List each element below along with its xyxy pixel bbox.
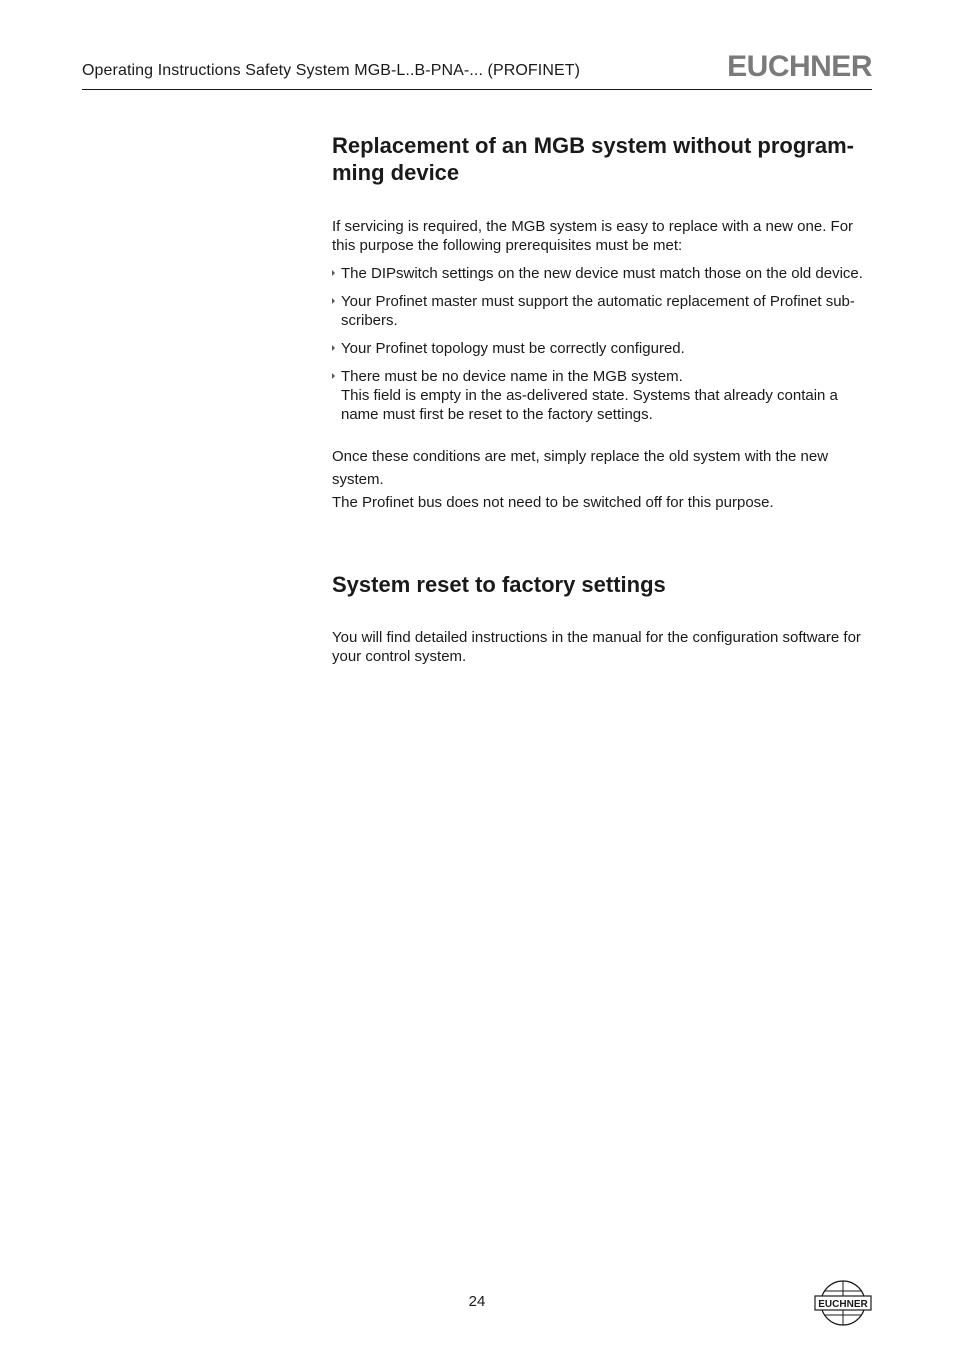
bullet-arrow-icon [332, 298, 335, 304]
list-item [332, 367, 873, 424]
list-item-text: Your Profinet topology must be correctly configured. [341, 340, 685, 357]
document-title: Operating Instructions Safety System MGB-L..B-PNA-... (PROFINET) [82, 62, 581, 79]
bullet-arrow-icon [332, 345, 335, 351]
main-content [332, 132, 873, 666]
list-item-text: Your Profinet master must support the automatic replacement of Profinet sub- [341, 293, 855, 310]
bullet-arrow-icon [332, 373, 335, 379]
intro-paragraph: If servicing is required, the MGB system is easy to replace with a new one. For this purpose the following prerequisites must be met: [332, 218, 854, 254]
list-item-text: There must be no device name in the MGB system. [341, 368, 683, 385]
bullet-arrow-icon [332, 270, 335, 276]
reset-paragraph: You will find detailed instructions in the manual for the configuration software for your control system. [332, 629, 861, 665]
list-item-text: name must first be reset to the factory settings. [341, 406, 653, 423]
seal-text: EUCHNER [818, 1299, 868, 1310]
page-number: 24 [468, 1293, 486, 1310]
list-item-text: The DIPswitch settings on the new device must match those on the old device. [341, 265, 863, 282]
paragraph-line: The Profinet bus does not need to be switched off for this purpose. [332, 494, 774, 511]
euchner-seal-icon [814, 1279, 872, 1327]
list-item [332, 292, 873, 330]
list-item-text: This field is empty in the as-delivered state. Systems that already contain a [341, 387, 838, 404]
heading-line: Replacement of an MGB system without program- [332, 133, 854, 158]
list-item-text: scribers. [341, 312, 398, 329]
section-heading-replacement [332, 132, 873, 186]
heading-line: ming device [332, 160, 460, 185]
section-heading-reset: System reset to factory settings [332, 572, 666, 597]
list-item [332, 264, 873, 283]
paragraph-line: Once these conditions are met, simply replace the old system with the new system. [332, 448, 829, 488]
page-header [82, 50, 872, 90]
conclusion-paragraph [332, 445, 873, 514]
prerequisites-list [332, 264, 873, 424]
list-item [332, 339, 873, 358]
euchner-logo: EUCHNER [727, 50, 872, 83]
